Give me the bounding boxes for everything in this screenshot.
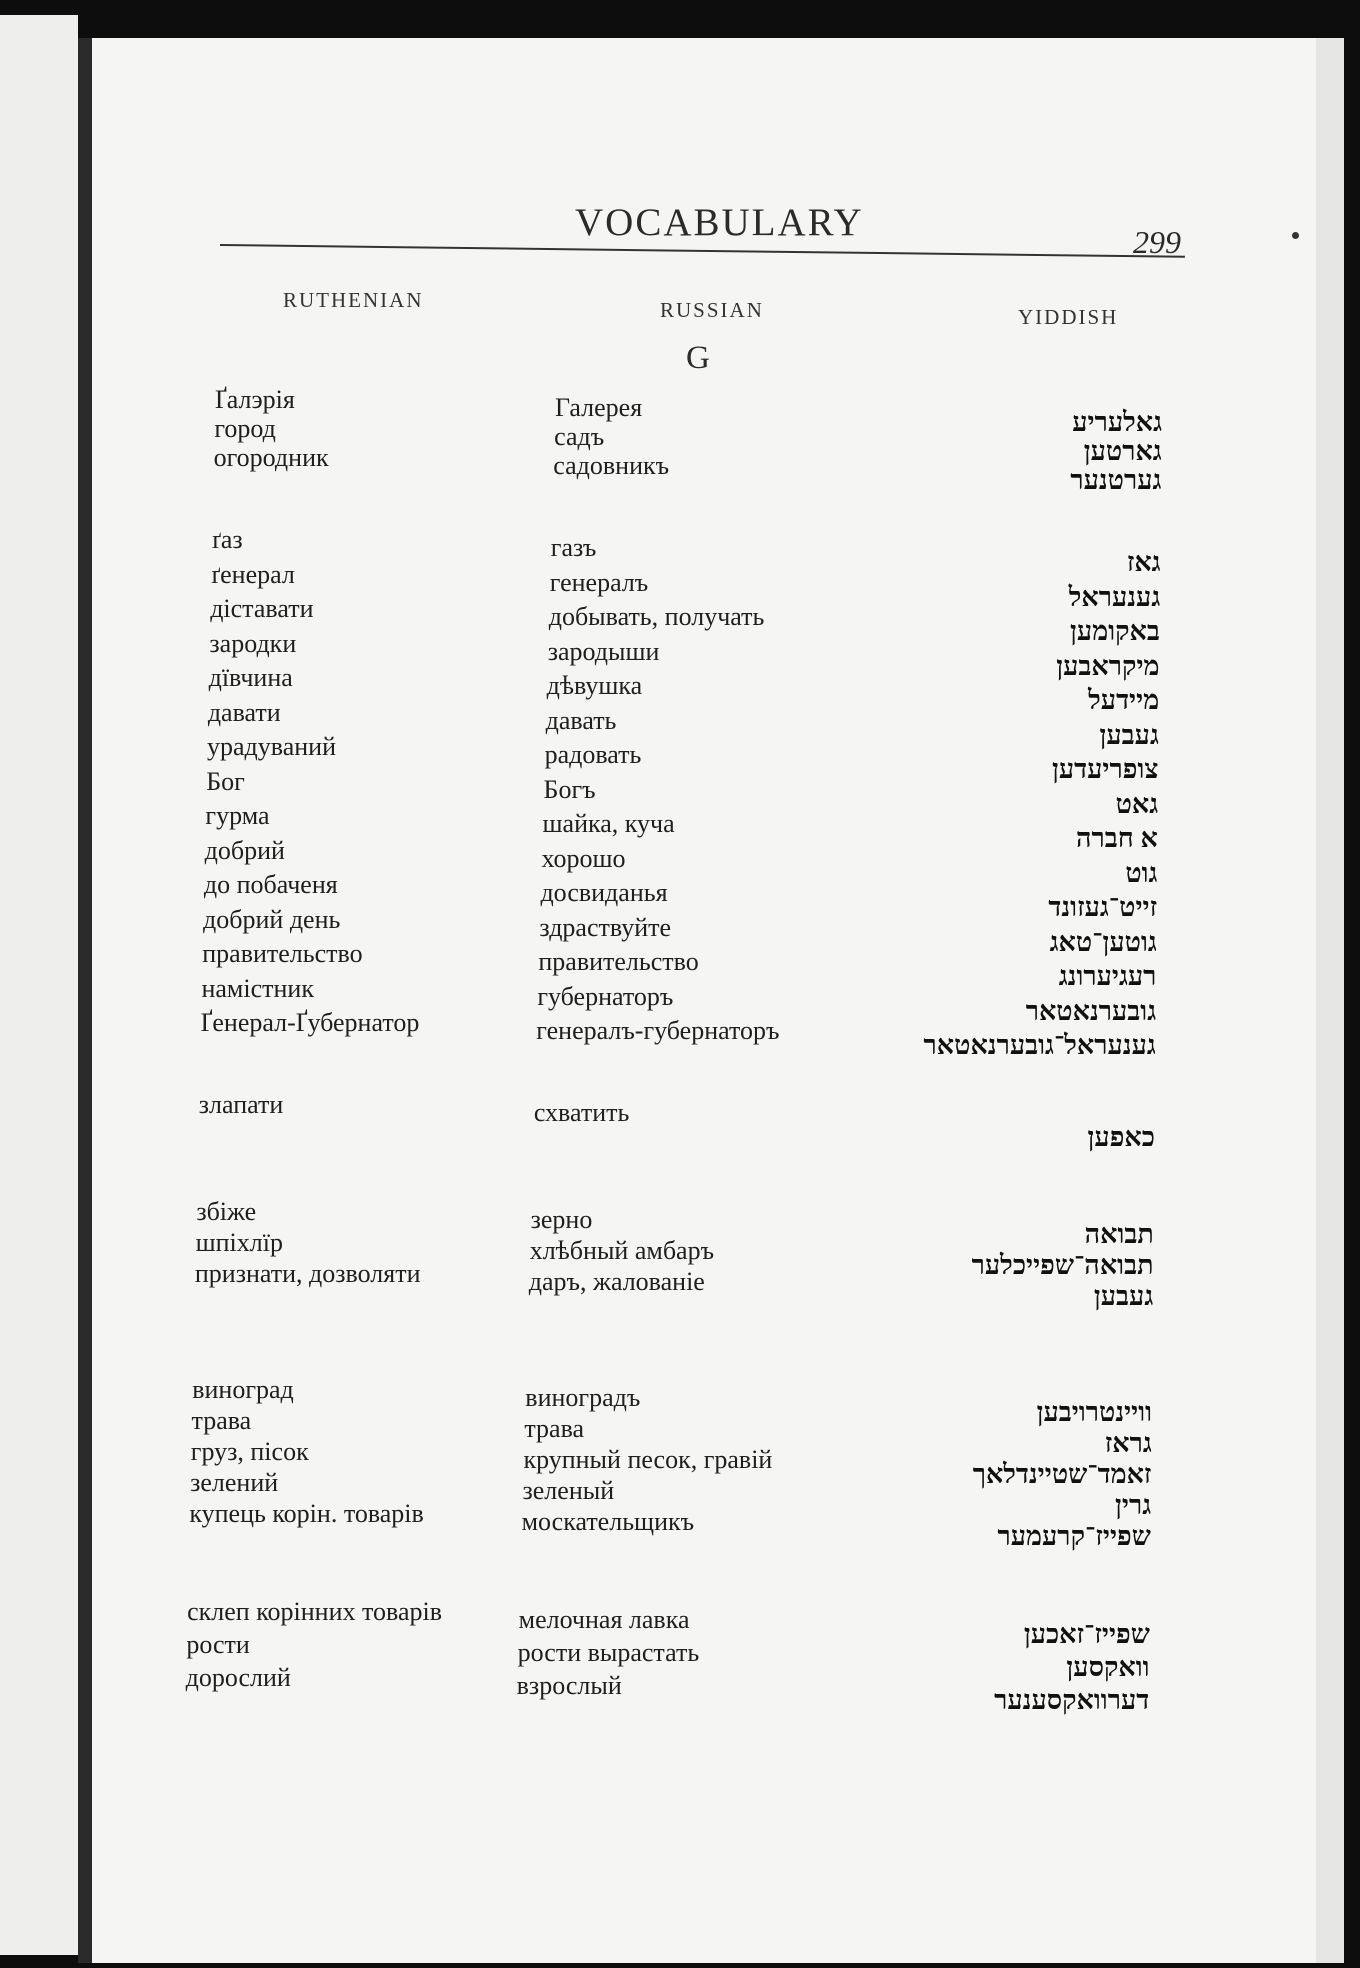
ruthenian-word: намістник: [201, 973, 314, 1003]
section-letter: G: [686, 340, 710, 376]
ruthenian-word: зелений: [190, 1468, 279, 1497]
russian-word: генералъ-губернаторъ: [536, 1016, 780, 1045]
ruthenian-word: правительство: [202, 939, 363, 968]
ruthenian-word: дорослий: [185, 1663, 291, 1692]
ruthenian-word: ґенерал: [210, 559, 295, 589]
ruthenian-word: урадуваний: [207, 732, 336, 761]
russian-word: садъ: [554, 422, 605, 451]
yiddish-word: מיידעל: [1088, 685, 1160, 715]
page-edge-shadow: [1316, 38, 1344, 1963]
yiddish-word: דערוואקסענער: [994, 1685, 1150, 1715]
yiddish-word: תבואה־שפייכלער: [971, 1250, 1154, 1280]
running-head-title: VOCABULARY: [575, 201, 864, 244]
russian-word: Богъ: [543, 774, 596, 804]
ruthenian-word: ґаз: [211, 525, 243, 554]
ruthenian-word: Бог: [206, 766, 245, 796]
yiddish-word: גערטנער: [1070, 465, 1162, 495]
russian-word: зеленый: [522, 1476, 615, 1505]
russian-word: даръ, жалованіе: [528, 1267, 705, 1296]
yiddish-word: געבען: [1099, 719, 1159, 750]
russian-word: досвиданья: [540, 878, 668, 907]
ruthenian-word: добрий день: [203, 904, 341, 934]
ruthenian-word: город: [214, 414, 276, 443]
yiddish-word: גוטען־טאג: [1049, 926, 1157, 957]
russian-word: зерно: [530, 1205, 593, 1234]
russian-word: шайка, куча: [542, 809, 675, 838]
ruthenian-word: рости: [186, 1630, 250, 1659]
russian-word: дѣвушка: [546, 671, 643, 700]
yiddish-word: א חברה: [1075, 823, 1158, 853]
russian-word: трава: [524, 1414, 585, 1443]
yiddish-word: באקומען: [1070, 616, 1160, 646]
russian-word: губернаторъ: [537, 981, 674, 1011]
russian-word: давать: [545, 705, 617, 735]
russian-word: садовникъ: [553, 451, 670, 480]
ruthenian-word: шпіхлїр: [195, 1228, 283, 1257]
ruthenian-word: діставати: [210, 594, 314, 623]
yiddish-word: תבואה: [1084, 1219, 1154, 1249]
yiddish-word: זייט־געזונד: [1048, 892, 1158, 922]
russian-word: генералъ: [549, 567, 649, 597]
russian-word: виноградъ: [525, 1383, 641, 1412]
yiddish-word: גרין: [1115, 1490, 1152, 1520]
yiddish-word: וואקסען: [1066, 1652, 1150, 1682]
adjacent-page-edge: [0, 15, 78, 1955]
ruthenian-word: до побаченя: [203, 870, 338, 899]
russian-word: хорошо: [541, 843, 626, 873]
yiddish-word: גוט: [1125, 857, 1158, 888]
yiddish-word: גאט: [1115, 788, 1159, 819]
margin-dot: [1292, 232, 1299, 239]
ruthenian-word: збіже: [196, 1197, 257, 1226]
ruthenian-word: дївчина: [208, 663, 293, 692]
ruthenian-word: купець корін. товарів: [189, 1499, 424, 1528]
ruthenian-word: трава: [191, 1406, 252, 1435]
russian-word: мелочная лавка: [518, 1605, 690, 1634]
ruthenian-word: Ґенерал-Ґубернатор: [200, 1008, 420, 1037]
yiddish-word: מיקראבען: [1056, 650, 1160, 681]
yiddish-word: וויינטרויבען: [1036, 1397, 1153, 1427]
ruthenian-word: зародки: [209, 628, 297, 658]
ruthenian-word: огородник: [213, 443, 329, 472]
ruthenian-word: злапати: [198, 1090, 284, 1119]
ruthenian-word: добрий: [204, 835, 285, 865]
ruthenian-word: виноград: [192, 1375, 294, 1404]
column-header-ruthenian: RUTHENIAN: [283, 288, 424, 312]
yiddish-word: געבען: [1093, 1281, 1154, 1311]
yiddish-word: שפייז־זאכען: [1023, 1619, 1150, 1649]
yiddish-word: זאמד־שטיינדלאך: [972, 1459, 1152, 1489]
yiddish-word: גענעראל־גובערנאטאר: [923, 1030, 1156, 1060]
yiddish-word: רעגיערונג: [1058, 961, 1157, 991]
yiddish-word: גאז: [1126, 547, 1161, 577]
russian-word: правительство: [538, 947, 699, 976]
ruthenian-word: признати, дозволяти: [194, 1259, 421, 1288]
russian-word: Галерея: [555, 393, 643, 422]
russian-word: зародыши: [547, 636, 660, 666]
ruthenian-word: склеп корінних товарів: [187, 1597, 442, 1626]
russian-word: схватить: [533, 1098, 630, 1127]
page-number: 299: [1133, 224, 1181, 260]
russian-word: крупный песок, гравій: [523, 1445, 773, 1474]
ruthenian-word: гурма: [205, 801, 270, 830]
russian-word: взрослый: [516, 1671, 622, 1700]
yiddish-word: גראז: [1104, 1428, 1152, 1458]
ruthenian-word: Ґалэрія: [215, 385, 295, 414]
russian-word: радовать: [544, 740, 642, 769]
ruthenian-word: давати: [207, 697, 281, 727]
yiddish-word: גענעראל: [1068, 581, 1161, 612]
russian-word: рости вырастать: [517, 1638, 700, 1667]
yiddish-word: כאפען: [1087, 1122, 1155, 1152]
russian-word: хлѣбный амбаръ: [529, 1236, 715, 1265]
yiddish-word: שפייז־קרעמער: [997, 1521, 1151, 1551]
column-header-russian: RUSSIAN: [660, 298, 764, 322]
yiddish-word: גאלעריע: [1072, 407, 1162, 437]
russian-word: добывать, получать: [548, 602, 765, 631]
russian-word: газъ: [550, 533, 597, 562]
yiddish-word: צופריעדען: [1052, 754, 1159, 784]
yiddish-word: גובערנאטאר: [1025, 995, 1157, 1026]
russian-word: здраствуйте: [539, 912, 672, 942]
column-header-yiddish: YIDDISH: [1018, 305, 1119, 329]
russian-word: москательщикъ: [521, 1507, 695, 1536]
ruthenian-word: груз, пісок: [190, 1437, 309, 1466]
yiddish-word: גארטען: [1083, 436, 1162, 466]
